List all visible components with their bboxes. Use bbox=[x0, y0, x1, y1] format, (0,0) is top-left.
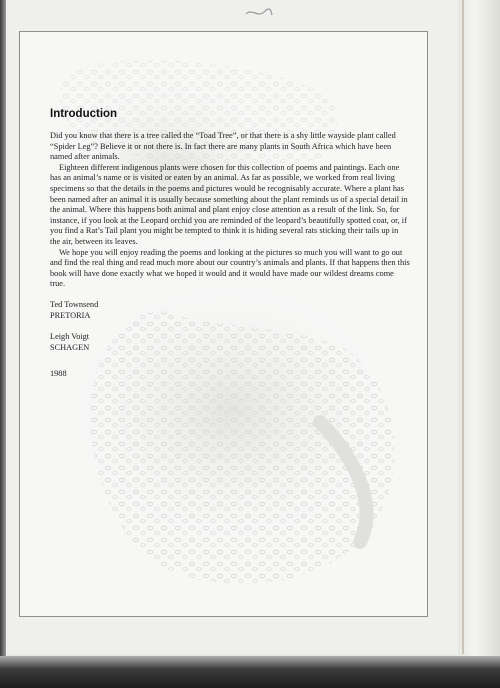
paragraph: Eighteen different indigenous plants were chosen for this collection of poems and paintings. Each one has an animal’s name or is visited or eaten by an animal. As far as possible, we worked from real living specimens so that the details in the poems and pictures would be recognisably accurate. Where a plant has been named after an animal it is usually because something about the plant reminds us of a special detail in the animal. Where this happens both animal and plant enjoy close attention as a result of the link. So, for instance, if you look at the Leopard orchid you are reminded of the leopard’s beautifully spotted coat, or, if you find a Rat’s Tail plant you might be tempted to think it is hiding several rats sticking their tails up in the air, between its leaves. bbox=[50, 162, 408, 246]
author-place: SCHAGEN bbox=[50, 342, 90, 352]
author-name: Ted Townsend bbox=[50, 299, 99, 309]
author-name: Leigh Voigt bbox=[50, 332, 90, 342]
signature-block bbox=[50, 300, 410, 321]
book-page bbox=[6, 0, 459, 656]
paragraph: We hope you will enjoy reading the poems and looking at the pictures so much you will want to go out and find the real thing and read much more about our country’s animals and plants. If that happens then this book will have done exactly what we hoped it would and it would have made our wildest dreams come true. bbox=[50, 247, 410, 289]
publication-year: 1988 bbox=[50, 369, 67, 379]
signature-block bbox=[50, 332, 410, 353]
paragraph: Did you know that there is a tree called the “Toad Tree”, or that there is a shy little wayside plant called “Spider Leg”? Believe it or not there is. In fact there are many plants in South Africa which have been named after animals. bbox=[50, 131, 396, 162]
introduction-heading: Introduction bbox=[50, 108, 118, 120]
scratch-mark bbox=[244, 6, 274, 20]
introduction-text bbox=[50, 108, 410, 380]
content-frame bbox=[19, 31, 428, 617]
author-place: PRETORIA bbox=[50, 310, 91, 320]
book-cover-edge bbox=[458, 0, 500, 668]
scan-bottom-shadow bbox=[0, 656, 500, 688]
